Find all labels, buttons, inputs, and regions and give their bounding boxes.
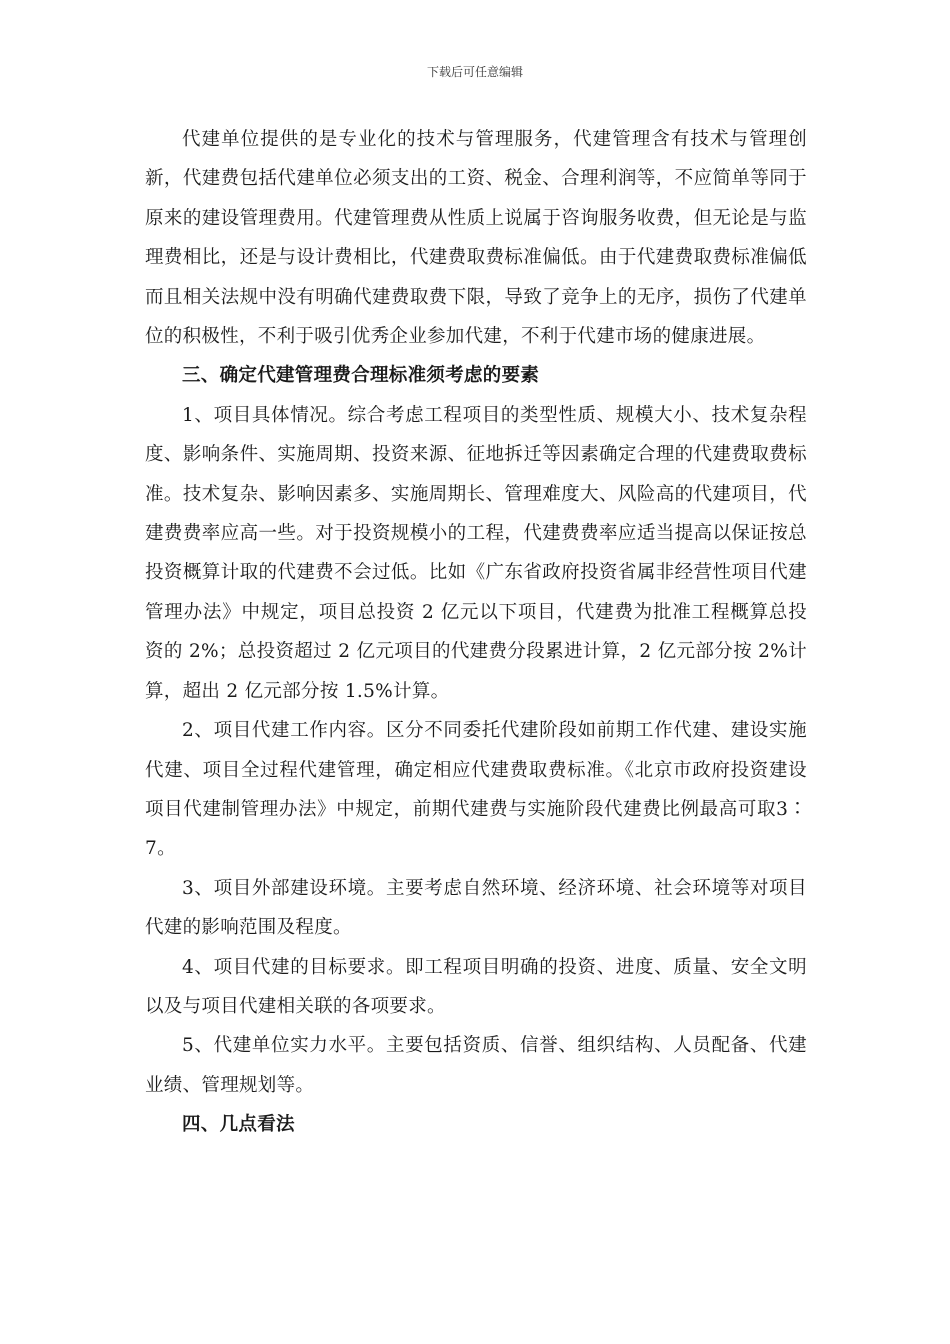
- paragraph-item-4: 4、项目代建的目标要求。即工程项目明确的投资、进度、质量、安全文明以及与项目代建相关联的各项要求。: [145, 956, 807, 1017]
- section-heading-4: 四、几点看法: [182, 1114, 295, 1136]
- paragraph-fee-standard-low: 代建单位提供的是专业化的技术与管理服务，代建管理含有技术与管理创新，代建费包括代建单位必须支出的工资、税金、合理利润等，不应简单等同于原来的建设管理费用。代建管理费从性质上说属于咨询服务收费，但无论是与监理费相比，还是与设计费相比，代建费取费标准偏低。由于代建费取费标准偏低而且相关法规中没有明确代建费取费下限，导致了竞争上的无序，损伤了代建单位的积极性，不利于吸引优秀企业参加代建，不利于代建市场的健康进展。: [145, 129, 807, 348]
- paragraph-item-2: 2、项目代建工作内容。区分不同委托代建阶段如前期工作代建、建设实施代建、项目全过程代建管理，确定相应代建费取费标准。《北京市政府投资建设项目代建制管理办法》中规定，前期代建费与实施阶段代建费比例最高可取3∶7。: [145, 720, 807, 860]
- paragraph-item-1: 1、项目具体情况。综合考虑工程项目的类型性质、规模大小、技术复杂程度、影响条件、实施周期、投资来源、征地拆迁等因素确定合理的代建费取费标准。技术复杂、影响因素多、实施周期长、管理难度大、风险高的代建项目，代建费费率应高一些。对于投资规模小的工程，代建费费率应适当提高以保证按总投资概算计取的代建费不会过低。比如《广东省政府投资省属非经营性项目代建管理办法》中规定，项目总投资 2 亿元以下项目，代建费为批准工程概算总投资的 2%；总投资超过 2 亿元项目的代建费分段累进计算，2 亿元部分按 2%计算，超出 2 亿元部分按 1.5%计算。: [145, 404, 807, 702]
- paragraph-item-3: 3、项目外部建设环境。主要考虑自然环境、经济环境、社会环境等对项目代建的影响范围及程度。: [145, 877, 807, 939]
- page-header: 下载后可任意编辑: [426, 65, 523, 79]
- section-heading-3: 三、确定代建管理费合理标准须考虑的要素: [182, 365, 540, 387]
- paragraph-item-5: 5、代建单位实力水平。主要包括资质、信誉、组织结构、人员配备、代建业绩、管理规划等。: [145, 1035, 807, 1096]
- document-body: [145, 120, 807, 1145]
